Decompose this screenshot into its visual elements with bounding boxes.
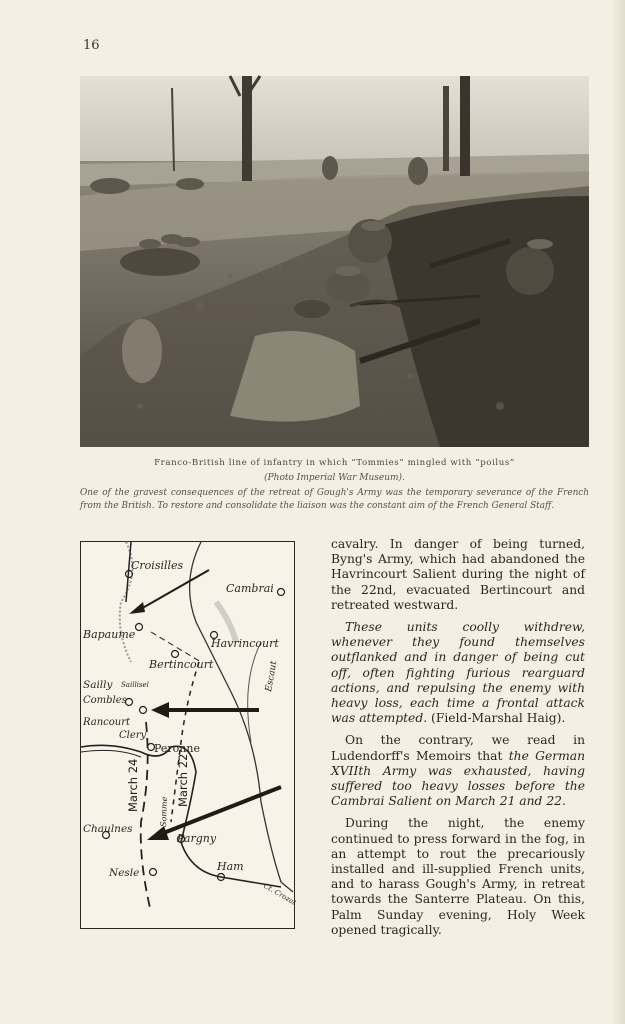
haig-quote-source: (Field-Marshal Haig). bbox=[431, 711, 566, 726]
paragraph-1: cavalry. In danger of being turned, Byng's Army, which had abandoned the Havrincourt Salient during the night of the 22nd, evacuated Bertincourt and retreated westward. bbox=[331, 537, 585, 612]
photo-caption-credit: (Photo Imperial War Museum). bbox=[264, 473, 405, 483]
map-label-chaulnes: Chaulnes bbox=[83, 823, 133, 835]
map-label-march-22: March 22 bbox=[176, 753, 190, 807]
map-label-bapaume: Bapaume bbox=[83, 628, 136, 641]
map-label-somme: Somme bbox=[159, 796, 170, 828]
map-label-sailly: Sailly bbox=[83, 679, 113, 691]
map-label-peronne: Peronne bbox=[154, 742, 200, 755]
haig-quote: These units coolly withdrew, whenever they found themselves outflanked and in danger of being cut off, often fighting furious rearguard actions, and repulsing the enemy with heavy loss, each time a frontal attack was attempted. bbox=[331, 620, 585, 726]
paragraph-3 bbox=[331, 733, 585, 809]
ludendorff-intro: On the contrary, we read in Ludendorff's Memoirs that bbox=[331, 733, 585, 763]
map-label-cambrai: Cambrai bbox=[226, 582, 274, 595]
infantry-photo bbox=[80, 76, 589, 447]
map-label-march-24: March 24 bbox=[126, 758, 140, 812]
map-label-ham: Ham bbox=[217, 860, 244, 873]
map-label-nesle: Nesle bbox=[109, 867, 140, 879]
paragraph-4: During the night, the enemy continued to press forward in the fog, in an attempt to rout the precariously installed and ill-supplied French units, and to harass Gough's Army, in retreat towards the Santerre Plateau. On this, Palm Sunday evening, Holy Week opened tragically. bbox=[331, 816, 585, 937]
body-text-column bbox=[331, 537, 585, 945]
map-label-combles: Combles bbox=[83, 695, 127, 706]
retreat-map bbox=[80, 541, 298, 929]
page-number: 16 bbox=[83, 38, 100, 53]
map-label-escaut: Escaut bbox=[264, 660, 280, 693]
map-label-saillisel: Saillisel bbox=[121, 681, 149, 689]
ludendorff-quote: the German XVIIth Army was exhausted, having suffered too heavy losses before the Cambrai Salient on March 21 and 22. bbox=[331, 748, 586, 809]
photo-caption-text: One of the gravest consequences of the retreat of Gough's Army was the temporary severance of the French from the British. To restore and consolidate the liaison was the constant aim of the French General Staff. bbox=[80, 488, 589, 511]
map-label-bertincourt: Bertincourt bbox=[149, 658, 214, 671]
map-label-clery: Clery bbox=[119, 730, 147, 741]
map-label-croisilles: Croisilles bbox=[131, 559, 184, 572]
photo-caption-title: Franco-British line of infantry in which “Tommies” mingled with “poilus” bbox=[154, 458, 515, 468]
map-label-crozat: Ct. Crozat bbox=[262, 881, 298, 907]
map-label-rancourt: Rancourt bbox=[83, 717, 131, 728]
paragraph-2 bbox=[331, 620, 585, 726]
page-edge-shadow bbox=[611, 0, 625, 1024]
map-label-pargny: Pargny bbox=[177, 832, 217, 845]
map-label-havrincourt: Havrincourt bbox=[211, 637, 279, 650]
